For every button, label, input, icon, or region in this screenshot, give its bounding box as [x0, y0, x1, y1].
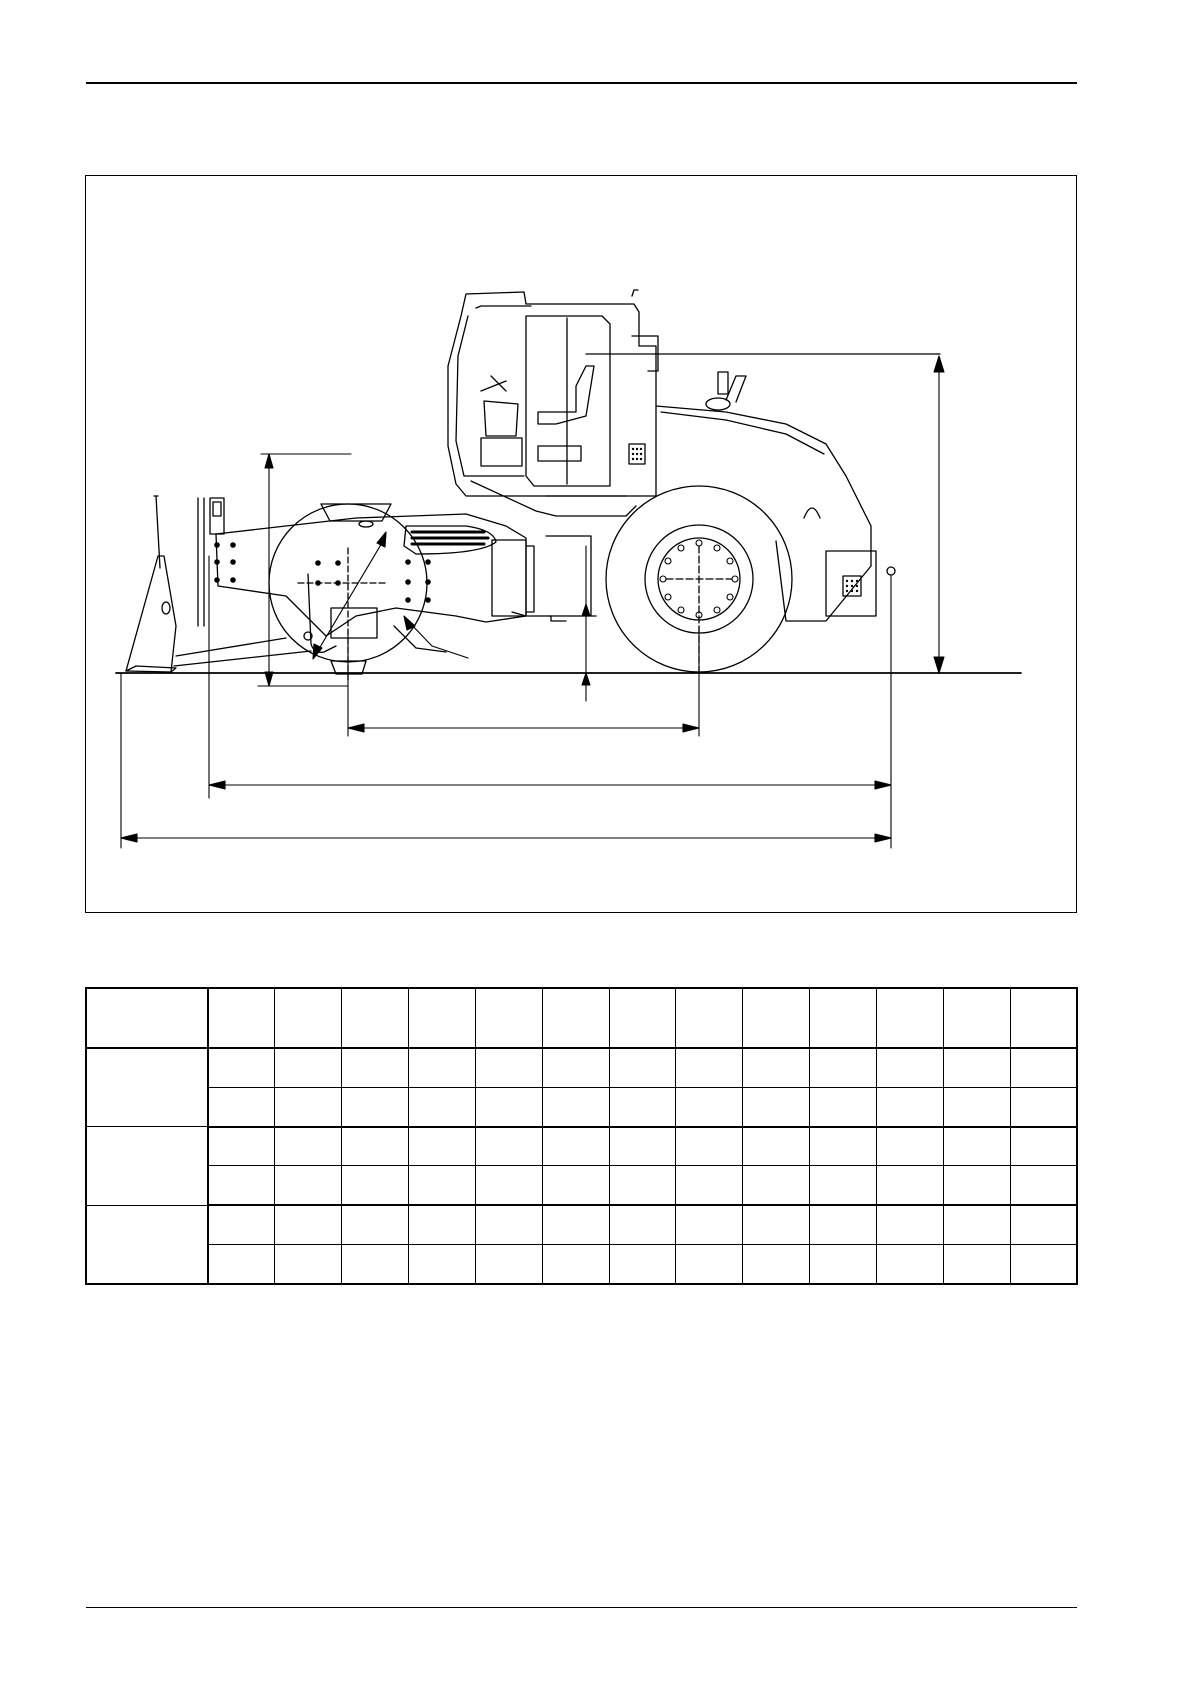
table-cell [876, 1048, 943, 1087]
table-cell [609, 1087, 676, 1126]
table-cell [743, 1127, 810, 1166]
table-header-row [86, 988, 1077, 1048]
table-cell [342, 1087, 409, 1126]
articulation-joint [492, 540, 566, 621]
table-cell [542, 1087, 609, 1126]
table-header-cell [609, 988, 676, 1048]
table-row [86, 1127, 1077, 1166]
table-cell [743, 1048, 810, 1087]
table-header-cell [275, 988, 342, 1048]
table-cell [542, 1127, 609, 1166]
table-cell [1010, 1127, 1077, 1166]
table-cell [943, 1127, 1010, 1166]
specification-table [85, 987, 1078, 1285]
table-cell [810, 1166, 877, 1205]
table-cell [1010, 1245, 1077, 1284]
table-cell [609, 1205, 676, 1244]
table-cell [609, 1127, 676, 1166]
table-cell [275, 1048, 342, 1087]
table-cell [342, 1166, 409, 1205]
group-label [86, 1205, 208, 1284]
table-cell [876, 1087, 943, 1126]
header-rule [86, 82, 1077, 84]
table-cell [676, 1127, 743, 1166]
table-header-cell [475, 988, 542, 1048]
table-cell [676, 1087, 743, 1126]
table-cell [409, 1245, 476, 1284]
table-cell [943, 1205, 1010, 1244]
table-cell [542, 1205, 609, 1244]
table-cell [208, 1205, 275, 1244]
table-cell [609, 1166, 676, 1205]
table-cell [275, 1245, 342, 1284]
table-cell [943, 1245, 1010, 1284]
table-header-cell [810, 988, 877, 1048]
table-cell [542, 1166, 609, 1205]
table-cell [409, 1087, 476, 1126]
table-cell [342, 1245, 409, 1284]
table-cell [810, 1245, 877, 1284]
table-cell [208, 1245, 275, 1284]
table-cell [275, 1205, 342, 1244]
table-cell [810, 1048, 877, 1087]
table-header-cell [876, 988, 943, 1048]
table-header-cell [342, 988, 409, 1048]
table-cell [676, 1245, 743, 1284]
table-header-cell [409, 988, 476, 1048]
figure-frame [85, 175, 1077, 913]
table-cell [876, 1127, 943, 1166]
table-cell [542, 1245, 609, 1284]
group-label [86, 1048, 208, 1127]
table-cell [876, 1245, 943, 1284]
table-cell [475, 1127, 542, 1166]
table-row [86, 1245, 1077, 1284]
table-cell [876, 1166, 943, 1205]
table-cell [208, 1048, 275, 1087]
table-cell [810, 1127, 877, 1166]
front-grille [404, 526, 496, 554]
table-cell [475, 1048, 542, 1087]
table-cell [609, 1048, 676, 1087]
table-cell [542, 1048, 609, 1087]
table-header-cell [676, 988, 743, 1048]
table-cell [1010, 1205, 1077, 1244]
table-cell [342, 1205, 409, 1244]
table-cell [342, 1127, 409, 1166]
table-cell [743, 1087, 810, 1126]
table-header-cell [743, 988, 810, 1048]
table-header-cell [943, 988, 1010, 1048]
table-row [86, 1087, 1077, 1126]
table-cell [208, 1166, 275, 1205]
table-cell [743, 1166, 810, 1205]
table-cell [275, 1166, 342, 1205]
table-cell [676, 1205, 743, 1244]
table-cell [676, 1048, 743, 1087]
table-cell [409, 1166, 476, 1205]
table-cell [676, 1166, 743, 1205]
dimension-lines [121, 356, 944, 848]
table-cell [943, 1166, 1010, 1205]
compactor-drawing [86, 176, 1078, 914]
table-cell [1010, 1166, 1077, 1205]
table-cell [1010, 1048, 1077, 1087]
table-cell [743, 1205, 810, 1244]
table-header-cell [1010, 988, 1077, 1048]
table-cell [342, 1048, 409, 1087]
table-row [86, 1048, 1077, 1087]
table-cell [275, 1127, 342, 1166]
table-cell [743, 1245, 810, 1284]
table-cell [943, 1087, 1010, 1126]
table-cell [876, 1205, 943, 1244]
table-cell [810, 1205, 877, 1244]
table-cell [208, 1127, 275, 1166]
table-row [86, 1166, 1077, 1205]
table-header-cell [208, 988, 275, 1048]
group-label [86, 1127, 208, 1206]
table-cell [609, 1245, 676, 1284]
table-cell [409, 1127, 476, 1166]
table-header-cell [542, 988, 609, 1048]
table-row [86, 1205, 1077, 1244]
table-cell [1010, 1087, 1077, 1126]
table-cell [810, 1087, 877, 1126]
table-cell [475, 1245, 542, 1284]
operator-cab [448, 290, 940, 496]
footer-rule [86, 1607, 1077, 1608]
table-cell [208, 1087, 275, 1126]
table-cell [943, 1048, 1010, 1087]
table-cell [409, 1205, 476, 1244]
table-header-cell [86, 988, 208, 1048]
table-cell [475, 1087, 542, 1126]
table-cell [475, 1166, 542, 1205]
table-cell [475, 1205, 542, 1244]
table-cell [409, 1048, 476, 1087]
frame-holes [214, 542, 431, 603]
table-cell [275, 1087, 342, 1126]
